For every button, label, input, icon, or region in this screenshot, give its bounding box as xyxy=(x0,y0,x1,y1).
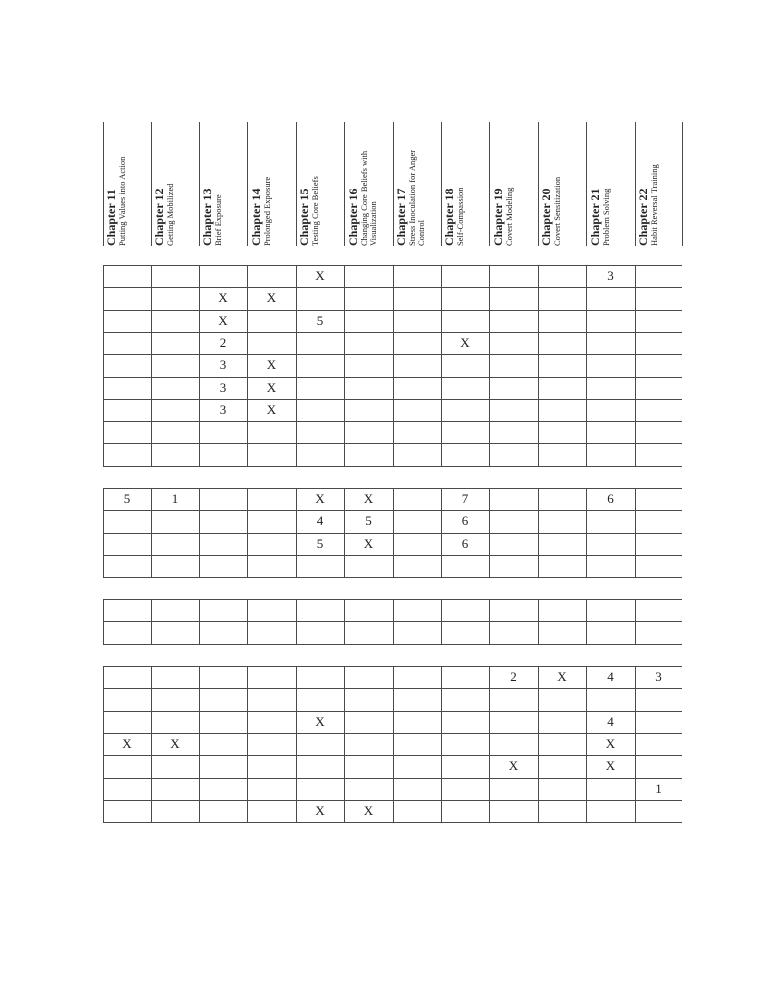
chapter-subtitle: Brief Exposure xyxy=(212,194,223,246)
chapter-subtitle: Stress Inoculation for Anger Control xyxy=(406,149,426,246)
table-cell: X xyxy=(557,669,567,684)
column-rule xyxy=(296,666,297,822)
table-cell: X xyxy=(315,714,325,729)
table-rule xyxy=(103,577,682,578)
table-cell: 5 xyxy=(316,536,324,551)
column-rule xyxy=(682,122,683,246)
column-rule xyxy=(344,265,345,466)
table-cell: 3 xyxy=(219,402,227,417)
chapter-title: Chapter 21 xyxy=(587,188,602,246)
table-cell: X xyxy=(122,736,132,751)
column-header-text xyxy=(201,122,245,246)
column-rule xyxy=(538,488,539,577)
table-cell: 6 xyxy=(461,513,469,528)
column-header-text xyxy=(492,122,536,246)
column-header xyxy=(103,122,151,246)
table-cell: X xyxy=(363,536,374,551)
column-header xyxy=(441,122,489,246)
column-header xyxy=(151,122,199,246)
chapter-title: Chapter 14 xyxy=(248,188,263,246)
table-cell: X xyxy=(605,758,616,773)
column-rule xyxy=(247,666,248,822)
table-cell: X xyxy=(315,268,325,283)
column-rule xyxy=(199,599,200,644)
table-cell: X xyxy=(315,803,325,818)
column-header xyxy=(247,122,296,246)
column-rule xyxy=(538,265,539,466)
column-rule xyxy=(538,599,539,644)
chapter-subtitle: Prolonged Exposure xyxy=(261,176,272,246)
table-cell: 3 xyxy=(219,380,227,395)
column-rule xyxy=(586,599,587,644)
table-cell: 3 xyxy=(219,357,227,372)
column-header xyxy=(199,122,247,246)
column-header xyxy=(586,122,635,246)
column-rule xyxy=(247,599,248,644)
column-header-text xyxy=(637,122,681,246)
table-rule xyxy=(103,822,682,823)
table-cell: X xyxy=(266,380,277,395)
chapter-title: Chapter 18 xyxy=(442,188,456,246)
column-rule xyxy=(489,488,490,577)
column-header-text xyxy=(153,122,197,246)
table-cell: X xyxy=(508,758,519,773)
chapter-subtitle: Getting Mobilized xyxy=(164,183,175,246)
chapter-title: Chapter 13 xyxy=(200,188,214,246)
chapter-subtitle: Self-Compassion xyxy=(454,187,465,246)
table-cell: X xyxy=(460,335,470,350)
column-rule xyxy=(393,599,394,644)
table-cell: 6 xyxy=(461,536,469,551)
chapter-subtitle: Habit Reversal Training xyxy=(648,164,659,246)
table-cell: X xyxy=(218,290,228,305)
chapter-subtitle: Covert Modeling xyxy=(503,187,514,246)
chapter-subtitle: Testing Core Beliefs xyxy=(309,176,320,246)
column-rule xyxy=(199,488,200,577)
column-rule xyxy=(441,265,442,466)
table-cell: X xyxy=(605,736,616,751)
column-header-text xyxy=(540,122,584,246)
column-header xyxy=(296,122,344,246)
chapter-title: Chapter 12 xyxy=(152,188,166,246)
column-rule xyxy=(538,666,539,822)
column-rule xyxy=(344,666,345,822)
column-rule xyxy=(393,265,394,466)
column-rule xyxy=(635,599,636,644)
table-cell: 3 xyxy=(607,268,614,283)
chapter-subtitle: Changing Core Beliefs with Visualization xyxy=(358,150,378,246)
column-rule xyxy=(103,265,104,466)
column-rule xyxy=(199,666,200,822)
column-rule xyxy=(151,265,152,466)
table-cell: X xyxy=(266,357,277,372)
column-rule xyxy=(296,599,297,644)
column-header-text xyxy=(298,122,342,246)
column-rule xyxy=(635,265,636,466)
column-rule xyxy=(489,265,490,466)
chapter-subtitle: Putting Values into Action xyxy=(116,156,127,246)
table-cell: 5 xyxy=(365,513,372,528)
table-cell: X xyxy=(266,402,277,417)
table-cell: 1 xyxy=(171,491,179,506)
column-header-text xyxy=(105,122,149,246)
column-rule xyxy=(441,666,442,822)
column-rule xyxy=(441,599,442,644)
column-header xyxy=(344,122,393,246)
column-rule xyxy=(103,599,104,644)
column-rule xyxy=(586,265,587,466)
table-cell: X xyxy=(363,803,374,818)
column-header-text xyxy=(443,122,487,246)
column-rule xyxy=(296,265,297,466)
column-rule xyxy=(635,488,636,577)
column-rule xyxy=(247,488,248,577)
column-header-text xyxy=(589,122,633,246)
chapter-title: Chapter 11 xyxy=(104,189,118,246)
table-rule xyxy=(103,466,682,467)
column-header-text xyxy=(250,122,294,246)
column-header xyxy=(538,122,586,246)
column-rule xyxy=(393,666,394,822)
column-header-text xyxy=(395,122,439,246)
column-header xyxy=(635,122,682,246)
chapter-title: Chapter 22 xyxy=(635,188,650,246)
table-cell: 3 xyxy=(655,669,662,684)
table-cell: 2 xyxy=(510,669,517,684)
column-header xyxy=(489,122,538,246)
table-cell: 5 xyxy=(316,313,324,328)
chapter-title: Chapter 20 xyxy=(539,188,553,246)
table-cell: 7 xyxy=(461,491,469,506)
table-cell: 4 xyxy=(607,669,614,684)
table-cell: 6 xyxy=(607,491,614,506)
table-cell: X xyxy=(170,736,180,751)
column-rule xyxy=(393,488,394,577)
chapter-title: Chapter 15 xyxy=(297,188,311,246)
column-header-text xyxy=(347,122,391,246)
chapter-title: Chapter 16 xyxy=(345,188,360,246)
table-cell: X xyxy=(363,491,374,506)
chapter-subtitle: Covert Sensitization xyxy=(551,176,562,246)
table-rule xyxy=(103,644,682,645)
chapter-title: Chapter 19 xyxy=(490,188,505,246)
table-cell: X xyxy=(266,290,277,305)
table-cell: 4 xyxy=(316,513,324,528)
table-cell: X xyxy=(218,313,228,328)
table-cell: 5 xyxy=(123,491,131,506)
table-cell: 2 xyxy=(219,335,227,350)
column-rule xyxy=(489,599,490,644)
column-header xyxy=(393,122,441,246)
table-cell: 1 xyxy=(655,781,662,796)
column-rule xyxy=(489,666,490,822)
table-cell: 4 xyxy=(607,714,614,729)
column-rule xyxy=(151,599,152,644)
chapter-title: Chapter 17 xyxy=(394,188,408,246)
chapter-subtitle: Problem Solving xyxy=(600,188,611,246)
table-cell: X xyxy=(315,491,325,506)
column-rule xyxy=(344,599,345,644)
